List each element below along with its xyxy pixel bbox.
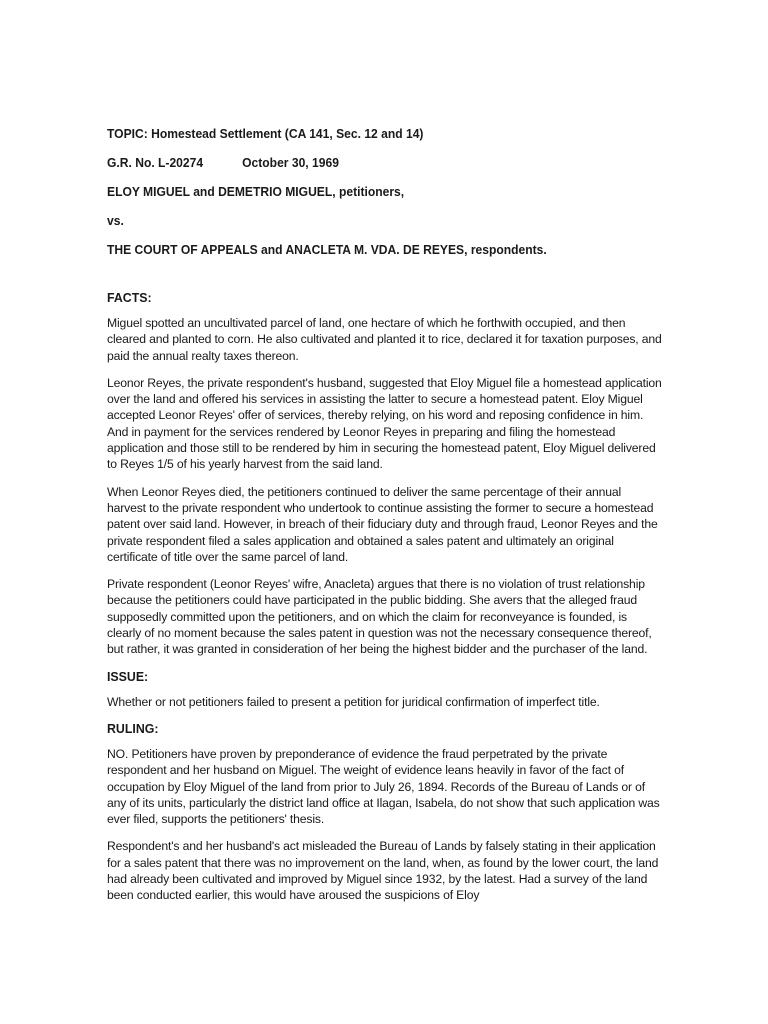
case-number-line [107, 155, 624, 171]
respondents-line: THE COURT OF APPEALS and ANACLETA M. VDA. DE REYES, respondents. [107, 242, 547, 257]
issue-heading: ISSUE: [107, 668, 149, 684]
facts-paragraph: Miguel spotted an uncultivated parcel of land, one hectare of which he forthwith occupied, and then cleared and planted to corn. He also cultivated and planted it to rice, declared it for taxation purposes, and paid the annual realty taxes thereon. [107, 316, 662, 363]
versus-line: vs. [107, 213, 124, 228]
case-topic: TOPIC: Homestead Settlement (CA 141, Sec. 12 and 14) [107, 126, 424, 141]
facts-heading: FACTS: [107, 290, 152, 305]
facts-paragraph: Private respondent (Leonor Reyes' wifre, Anacleta) argues that there is no violation of trust relationship because the petitioners could have participated in the public bidding. She avers that the alleged fraud supposedly committed upon the petitioners, and on which the claim for reconveyance is founded, is clearly of no moment because the sales patent in question was not the necessary consequence thereof, but rather, it was granted in consideration of her being the highest bidder and the purchaser of the land. [107, 577, 652, 657]
facts-paragraph: When Leonor Reyes died, the petitioners continued to deliver the same percentage of their annual harvest to the private respondent who undertook to continue assisting the former to secure a homestead patent over said land. However, in breach of their fiduciary duty and through fraud, Leonor Reyes and the private respondent filed a sales application and obtained a sales patent and ultimately an original certificate of title over the same parcel of land. [107, 484, 658, 564]
gr-number: G.R. No. L-20274 [107, 155, 204, 170]
ruling-paragraph: Respondent's and her husband's act misleaded the Bureau of Lands by falsely stating in their application for a sales patent that there was no improvement on the land, when, as found by the lower court, the land had already been cultivated and improved by Miguel since 1932, by the latest. Had a survey of the land been conducted earlier, this would have aroused the suspicions of Eloy [107, 839, 659, 903]
facts-paragraph: Leonor Reyes, the private respondent's husband, suggested that Eloy Miguel file a homestead application over the land and offered his services in assisting the latter to secure a homestead patent. Eloy Miguel accepted Leonor Reyes' offer of services, thereby relying, on his word and reposing confidence in him. And in payment for the services rendered by Leonor Reyes in preparing and filing the homestead application and those still to be rendered by him in securing the homestead patent, Eloy Miguel delivered to Reyes 1/5 of his yearly harvest from the said land. [107, 375, 662, 472]
document-page [107, 126, 663, 904]
ruling-heading: RULING: [107, 720, 159, 736]
ruling-paragraph: NO. Petitioners have proven by preponderance of evidence the fraud perpetrated by the private respondent and her husband on Miguel. The weight of evidence leans heavily in favor of the fact of occupation by Eloy Miguel of the land from prior to July 26, 1894. Records of the Bureau of Lands or of any of its units, particularly the district land office at Ilagan, Isabela, do not show that such application was ever filed, supports the petitioners' thesis. [107, 746, 660, 827]
petitioners-line: ELOY MIGUEL and DEMETRIO MIGUEL, petitioners, [107, 184, 405, 199]
issue-paragraph: Whether or not petitioners failed to present a petition for juridical confirmation of imperfect title. [107, 694, 600, 709]
decision-date: October 30, 1969 [242, 155, 339, 170]
